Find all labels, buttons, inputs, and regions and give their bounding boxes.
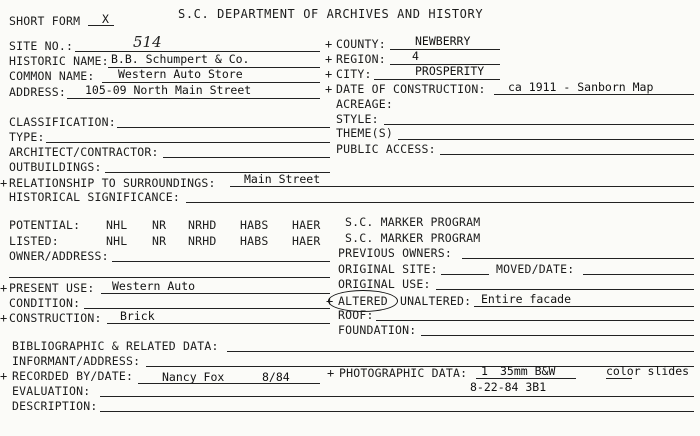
potential-nr: NR xyxy=(152,218,167,232)
owner-address-line xyxy=(112,261,330,262)
original-use-label: ORIGINAL USE: xyxy=(338,277,431,291)
date-construction-line xyxy=(494,94,694,95)
unaltered-label: UNALTERED: xyxy=(400,294,472,308)
relationship-line xyxy=(230,186,694,187)
listed-nrhd: NRHD xyxy=(188,234,217,248)
previous-owners-label: PREVIOUS OWNERS: xyxy=(338,246,452,260)
common-name-value: Western Auto Store xyxy=(118,67,243,81)
historical-significance-label: HISTORICAL SIGNIFICANCE: xyxy=(9,190,180,204)
listed-habs: HABS xyxy=(240,234,269,248)
bibliographic-line xyxy=(227,351,694,352)
type-label: TYPE: xyxy=(9,130,45,144)
form-title: S.C. DEPARTMENT OF ARCHIVES AND HISTORY xyxy=(178,7,484,21)
listed-haer: HAER xyxy=(292,234,321,248)
outbuildings-label: OUTBUILDINGS: xyxy=(9,160,102,174)
plus-mark: + xyxy=(327,366,335,380)
photographic-data-label: PHOTOGRAPHIC DATA: xyxy=(339,366,468,380)
moved-date-line xyxy=(583,274,694,275)
short-form-value: X xyxy=(102,12,109,26)
historic-name-label: HISTORIC NAME: xyxy=(9,54,109,68)
potential-marker: S.C. MARKER PROGRAM xyxy=(345,215,481,229)
style-label: STYLE: xyxy=(336,112,379,126)
plus-mark: + xyxy=(325,67,333,81)
unaltered-line xyxy=(474,306,694,307)
plus-mark: + xyxy=(0,281,8,295)
foundation-line xyxy=(421,335,694,336)
listed-nhl: NHL xyxy=(106,234,128,248)
potential-label: POTENTIAL: xyxy=(9,218,81,232)
city-value: PROSPERITY xyxy=(415,64,485,78)
city-label: CITY: xyxy=(336,67,372,81)
owner-address-line-2 xyxy=(9,277,330,278)
photographic-film: 35mm B&W xyxy=(500,364,556,378)
classification-label: CLASSIFICATION: xyxy=(9,115,116,129)
moved-date-label: MOVED/DATE: xyxy=(496,262,575,276)
recorded-by-date: 8/84 xyxy=(262,370,290,384)
short-form-label: SHORT FORM xyxy=(9,14,81,28)
plus-mark: + xyxy=(326,294,334,308)
plus-mark: + xyxy=(325,37,333,51)
evaluation-label: EVALUATION: xyxy=(12,384,91,398)
plus-mark: + xyxy=(0,369,8,383)
construction-line xyxy=(107,323,330,324)
site-no-label: SITE NO.: xyxy=(9,39,74,53)
construction-value: Brick xyxy=(120,309,155,323)
bibliographic-label: BIBLIOGRAPHIC & RELATED DATA: xyxy=(12,339,219,353)
original-site-label: ORIGINAL SITE: xyxy=(338,262,438,276)
region-label: REGION: xyxy=(336,52,386,66)
relationship-value: Main Street xyxy=(244,172,321,186)
present-use-label: PRESENT USE: xyxy=(9,281,95,295)
architect-line xyxy=(163,157,330,158)
roof-line xyxy=(376,320,694,321)
listed-marker: S.C. MARKER PROGRAM xyxy=(345,231,481,245)
construction-label: CONSTRUCTION: xyxy=(9,311,102,325)
short-form-line xyxy=(88,25,114,26)
plus-mark: + xyxy=(0,176,8,190)
potential-haer: HAER xyxy=(292,218,321,232)
site-no-value: 514 xyxy=(133,33,162,51)
description-line xyxy=(100,411,694,412)
date-construction-label: DATE OF CONSTRUCTION: xyxy=(336,82,486,96)
listed-nr: NR xyxy=(152,234,167,248)
historical-significance-line xyxy=(186,202,694,203)
present-use-value: Western Auto xyxy=(112,279,196,293)
plus-mark: + xyxy=(325,82,333,96)
plus-mark: + xyxy=(325,52,333,66)
photographic-film-line xyxy=(476,378,576,379)
themes-line xyxy=(398,139,694,140)
address-value: 105-09 North Main Street xyxy=(85,83,252,97)
roof-label: ROOF: xyxy=(338,308,374,322)
architect-label: ARCHITECT/CONTRACTOR: xyxy=(9,145,159,159)
recorded-by-name: Nancy Fox xyxy=(162,370,225,384)
county-line xyxy=(390,49,500,50)
plus-mark: + xyxy=(0,311,8,325)
previous-owners-line xyxy=(462,258,694,259)
themes-label: THEME(S) xyxy=(336,126,393,140)
county-label: COUNTY: xyxy=(336,37,386,51)
address-line xyxy=(67,98,320,99)
date-construction-value: ca 1911 - Sanborn Map xyxy=(508,80,654,94)
description-label: DESCRIPTION: xyxy=(12,399,98,413)
public-access-line xyxy=(440,154,694,155)
potential-nhl: NHL xyxy=(106,218,128,232)
informant-label: INFORMANT/ADDRESS: xyxy=(12,354,141,368)
type-line xyxy=(46,142,330,143)
evaluation-line xyxy=(100,396,694,397)
photographic-color: color slides xyxy=(606,364,690,378)
original-site-line xyxy=(441,274,489,275)
common-name-label: COMMON NAME: xyxy=(9,69,95,83)
region-value: 4 xyxy=(412,49,419,63)
city-line xyxy=(374,79,500,80)
recorded-by-label: RECORDED BY/DATE: xyxy=(12,369,134,383)
recorded-by-line xyxy=(138,383,320,384)
style-line xyxy=(384,124,694,125)
foundation-label: FOUNDATION: xyxy=(338,323,417,337)
present-use-line xyxy=(101,293,330,294)
owner-address-label: OWNER/ADDRESS: xyxy=(9,249,109,263)
condition-label: CONDITION: xyxy=(9,296,81,310)
acreage-label: ACREAGE: xyxy=(336,97,393,111)
classification-line xyxy=(117,127,330,128)
historic-name-value: B.B. Schumpert & Co. xyxy=(111,52,250,66)
address-label: ADDRESS: xyxy=(9,85,66,99)
county-value: NEWBERRY xyxy=(415,34,471,48)
potential-habs: HABS xyxy=(240,218,269,232)
photographic-count: 1 xyxy=(481,364,488,378)
listed-label: LISTED: xyxy=(9,234,59,248)
relationship-label: RELATIONSHIP TO SURROUNDINGS: xyxy=(9,176,216,190)
original-use-line xyxy=(436,289,694,290)
potential-nrhd: NRHD xyxy=(188,218,217,232)
public-access-label: PUBLIC ACCESS: xyxy=(336,142,436,156)
photographic-roll: 8-22-84 3B1 xyxy=(470,380,547,394)
altered-label: ALTERED xyxy=(338,294,388,308)
photographic-color-line xyxy=(606,378,632,379)
unaltered-value: Entire facade xyxy=(481,292,572,306)
